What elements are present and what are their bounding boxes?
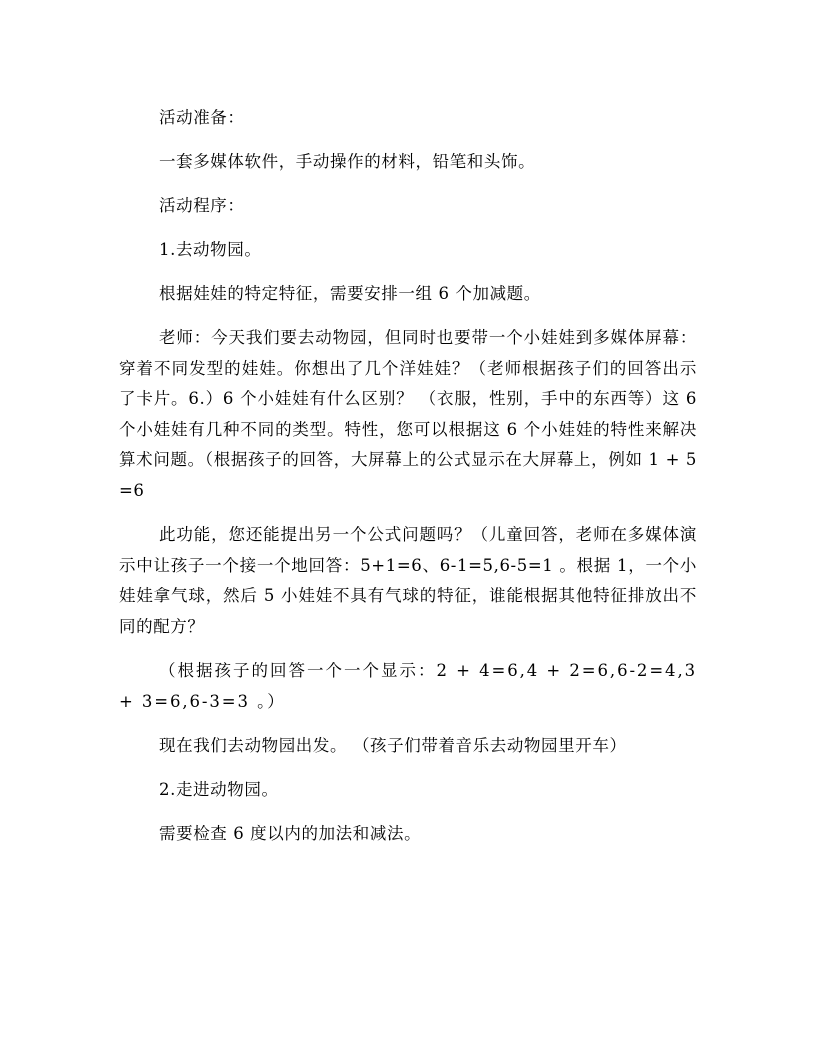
paragraph-formula-question: 此功能，您还能提出另一个公式问题吗？（儿童回答，老师在多媒体演示中让孩子一个接一个地回答：5+1=6、6-1=5,6-5=1 。根据 1，一个小娃娃拿气球，然后 5 小娃娃不具有气球的特征，谁能根据其他特征排放出不同的配方？	[119, 525, 697, 636]
paragraph-step-1-goal: 根据娃娃的特定特征，需要安排一组 6 个加减题。	[159, 284, 541, 303]
paragraph-step-2-title: 2.走进动物园。	[159, 780, 279, 799]
paragraph-go-to-zoo: 现在我们去动物园出发。 （孩子们带着音乐去动物园里开车）	[159, 736, 627, 755]
paragraph-materials: 一套多媒体软件，手动操作的材料，铅笔和头饰。	[159, 152, 536, 171]
paragraph-step-1-title: 1.去动物园。	[159, 240, 262, 259]
paragraph-activity-procedure-heading: 活动程序：	[159, 196, 245, 215]
paragraph-activity-preparation-heading: 活动准备：	[159, 108, 245, 127]
paragraph-teacher-intro: 老师：今天我们要去动物园，但同时也要带一个小娃娃到多媒体屏幕：穿着不同发型的娃娃。你想出了几个洋娃娃？（老师根据孩子们的回答出示了卡片。6.）6 个小娃娃有什么区别？ （衣服，性别，手中的东西等）这 6 个小娃娃有几种不同的类型。特性，您可以根据这 6 个小娃娃的特性来解决算术问题。（根据孩子的回答，大屏幕上的公式显示在大屏幕上，例如 1 + 5=6	[119, 328, 697, 500]
paragraph-step-2-goal: 需要检查 6 度以内的加法和减法。	[159, 824, 422, 843]
document-body	[119, 103, 697, 863]
paragraph-answers-display: （根据孩子的回答一个一个显示：2 + 4=6,4 + 2=6,6-2=4,3 + 3=6,6-3=3 。）	[119, 661, 697, 711]
